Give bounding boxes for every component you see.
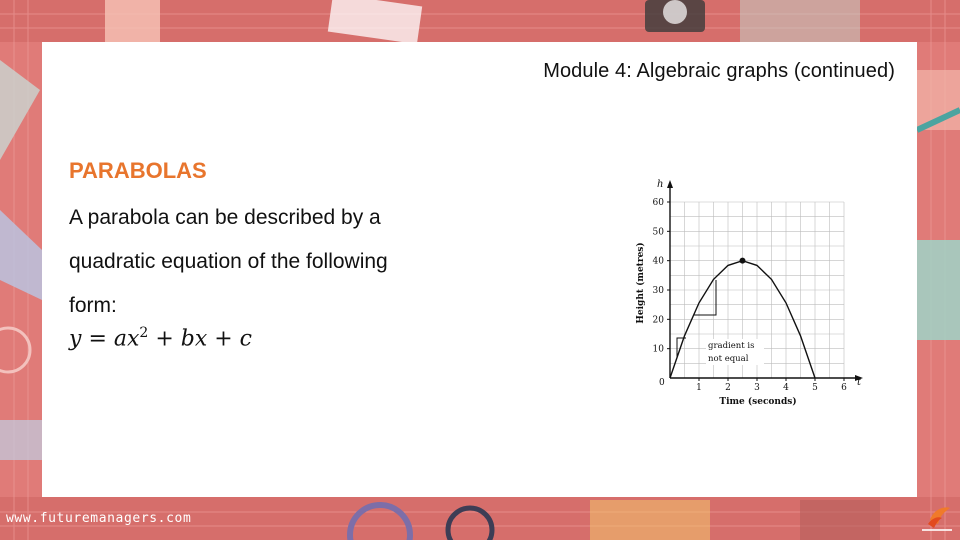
vertex-point <box>740 258 746 264</box>
x-tick-label: 1 <box>696 383 702 393</box>
equation-rest: + bx + c <box>155 326 252 352</box>
x-variable-label: t <box>857 377 862 388</box>
section-heading: PARABOLAS <box>69 158 207 183</box>
x-tick-label: 4 <box>783 383 789 393</box>
annotation-line-1: gradient is <box>708 341 755 351</box>
y-tick-label: 20 <box>652 315 664 326</box>
x-axis-title: Time (seconds) <box>719 397 797 407</box>
body-line-2: quadratic equation of the following <box>69 250 388 273</box>
future-managers-logo <box>918 498 956 536</box>
y-axis-arrow <box>667 180 673 188</box>
x-tick-label: 6 <box>841 383 847 393</box>
origin-label: 0 <box>659 378 665 388</box>
y-axis-title: Height (metres) <box>636 242 646 324</box>
equation-equals: = <box>88 326 114 352</box>
gradient-step-large <box>694 280 716 315</box>
body-paragraph <box>69 196 469 328</box>
x-tick-label: 2 <box>725 383 731 393</box>
x-tick-label: 5 <box>812 383 818 393</box>
equation-exponent: 2 <box>139 325 149 341</box>
x-tick-labels <box>696 378 847 393</box>
quadratic-equation <box>69 325 252 351</box>
parabola-graph <box>632 175 864 413</box>
y-tick-labels <box>653 198 670 355</box>
y-tick-label: 30 <box>652 286 664 296</box>
equation-term-a: ax <box>113 326 140 352</box>
x-tick-label: 3 <box>754 383 760 393</box>
y-tick-label: 60 <box>652 198 664 208</box>
footer-website: www.futuremanagers.com <box>6 511 192 526</box>
y-variable-label: h <box>657 179 664 190</box>
annotation-line-2: not equal <box>708 354 749 364</box>
body-line-1: A parabola can be described by a <box>69 206 381 229</box>
equation-lhs: y <box>69 326 82 352</box>
y-tick-label: 40 <box>652 256 664 267</box>
slide-title: Module 4: Algebraic graphs (continued) <box>543 60 895 82</box>
y-tick-label: 10 <box>652 344 664 355</box>
y-tick-label: 50 <box>652 227 664 238</box>
body-line-3: form: <box>69 294 117 317</box>
